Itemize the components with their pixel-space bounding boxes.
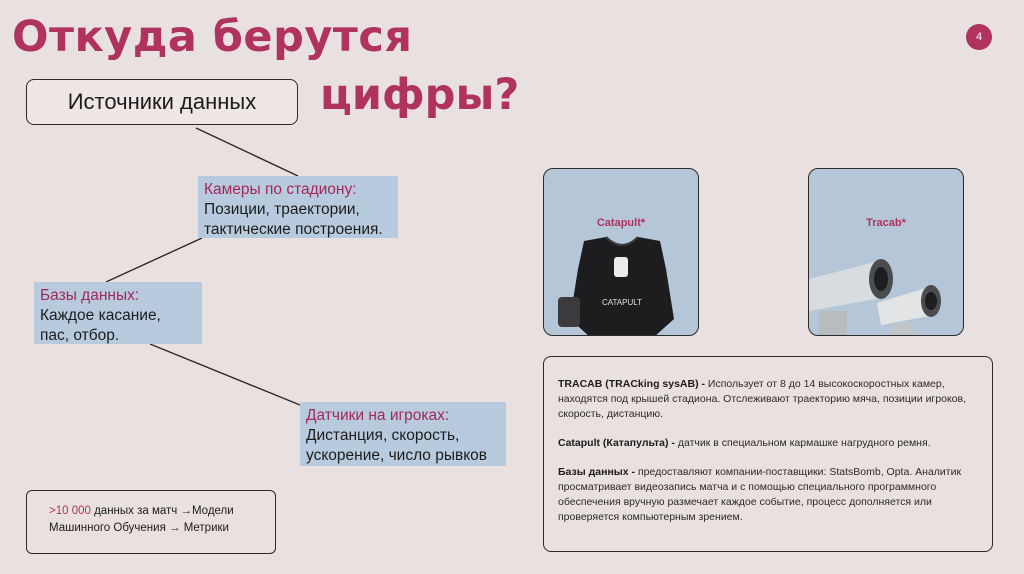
- info-catapult: [558, 436, 978, 451]
- metrics-count: >10 000: [49, 505, 91, 517]
- tracab-card-label: Tracab*: [866, 217, 906, 229]
- title-line-1: Откуда берутся: [12, 12, 413, 62]
- info-databases-term: Базы данных -: [558, 466, 636, 478]
- metrics-line-1: данных за матч →Модели: [90, 505, 234, 517]
- sensors-box: [300, 402, 506, 466]
- info-databases-text: предоставляют компании-поставщики: StatsBomb, Opta. Аналитик просматривает видеозапись матча и с помощью специального программного обеспечения вручную размечает каждое событие, процесс дополняется или проверяется компьютерным зрением.: [558, 466, 962, 523]
- vest-image: [544, 169, 699, 336]
- data-sources-label: Источники данных: [67, 89, 257, 114]
- connector-sources-cameras: [196, 128, 298, 176]
- data-sources-box: [26, 79, 298, 125]
- connector-db-sensors: [150, 344, 300, 405]
- camera-image: [809, 169, 964, 336]
- databases-text: Каждое касание, пас, отбор.: [40, 307, 161, 344]
- info-catapult-term: Catapult (Катапульта) -: [558, 437, 675, 449]
- info-tracab-term: TRACAB (TRACking sysAB) -: [558, 378, 705, 390]
- databases-heading: Базы данных:: [40, 287, 140, 304]
- page-number-badge: 4: [966, 24, 992, 50]
- info-box: [543, 356, 993, 552]
- sensors-text: Дистанция, скорость, ускорение, число рывков: [306, 427, 488, 464]
- connector-cameras-db: [106, 238, 202, 282]
- cameras-box: [198, 176, 398, 238]
- databases-box: [34, 282, 202, 344]
- title-line-2: цифры?: [320, 70, 520, 120]
- info-catapult-text: датчик в специальном кармашке нагрудного ремня.: [677, 437, 931, 449]
- catapult-card: [543, 168, 699, 336]
- info-tracab: [558, 377, 978, 422]
- info-databases: [558, 465, 978, 525]
- metrics-box: [26, 490, 276, 554]
- vest-brand-text: CATAPULT: [601, 298, 643, 307]
- info-tracab-text: Использует от 8 до 14 высокоскоростных камер, находятся под крышей стадиона. Отслеживают траекторию мяча, позиции игроков, скорость, дистанцию.: [558, 378, 966, 420]
- cameras-text: Позиции, траектории, тактические построения.: [204, 201, 383, 238]
- tracab-card: [808, 168, 964, 336]
- sensors-heading: Датчики на игроках:: [306, 407, 450, 424]
- catapult-card-label: Catapult*: [596, 217, 646, 229]
- metrics-line-2: Машинного Обучения → Метрики: [49, 522, 229, 534]
- cameras-heading: Камеры по стадиону:: [204, 181, 357, 198]
